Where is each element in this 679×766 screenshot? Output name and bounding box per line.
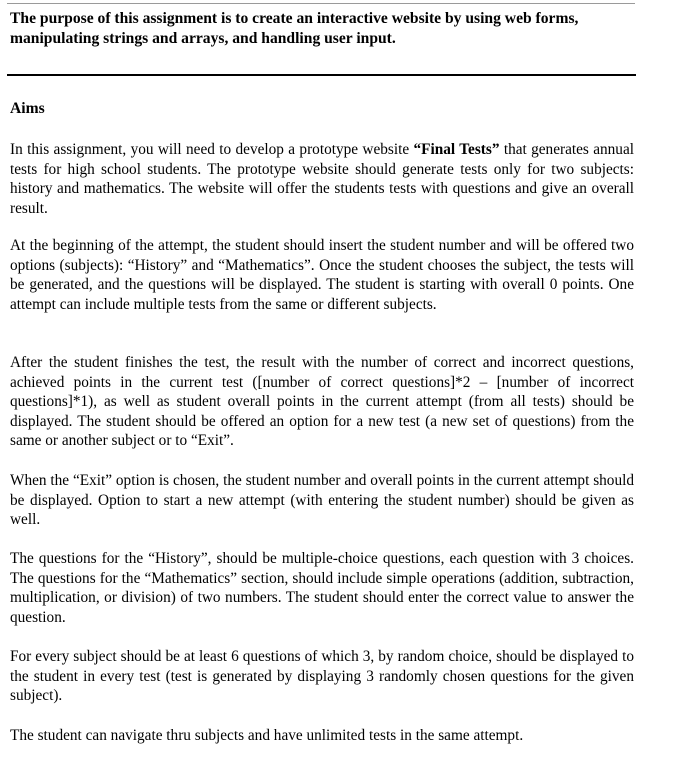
aims-heading: Aims xyxy=(10,100,45,117)
paragraph-exit-option: When the “Exit” option is chosen, the student number and overall points in the current attempt should be displayed. Option to start a new attempt (with entering the student number) should be given as well. xyxy=(10,472,634,529)
paragraph-intro-after: that generates annual tests for high school students. The prototype website should generate tests only for two subjects: history and mathematics. The website will offer the students tests with questions and give an overall result. xyxy=(10,141,634,217)
paragraph-intro xyxy=(10,140,634,218)
title-divider xyxy=(7,74,636,76)
paragraph-test-results: After the student finishes the test, the result with the number of correct and incorrect questions, achieved points in the current test ([number of correct questions]*2 – [number of incorrect questions]*1), as well as student overall points in the current attempt (from all tests) should be displayed. The student should be offered an option for a new test (a new set of questions) from the same or another subject or to “Exit”. xyxy=(10,354,634,450)
paragraph-intro-before: In this assignment, you will need to develop a prototype website xyxy=(10,141,414,158)
paragraph-navigation: The student can navigate thru subjects and have unlimited tests in the same attempt. xyxy=(10,727,524,744)
top-divider xyxy=(7,3,635,4)
paragraph-random-questions: For every subject should be at least 6 questions of which 3, by random choice, should be displayed to the student in every test (test is generated by displaying 3 randomly chosen questions for the given subject). xyxy=(10,648,634,705)
paragraph-attempt-start: At the beginning of the attempt, the student should insert the student number and will be offered two options (subjects): “History” and “Mathematics”. Once the student chooses the subject, the tests will be generated, and the questions will be displayed. The student is starting with overall 0 points. One attempt can include multiple tests from the same or different subjects. xyxy=(10,237,634,313)
assignment-purpose-title: The purpose of this assignment is to create an interactive website by using web forms, manipulating strings and arrays, and handling user input. xyxy=(10,10,579,47)
paragraph-question-types: The questions for the “History”, should be multiple-choice questions, each question with 3 choices. The questions for the “Mathematics” section, should include simple operations (addition, subtraction, multiplication, or division) of two numbers. The student should enter the correct value to answer the question. xyxy=(10,550,634,626)
website-name: “Final Tests” xyxy=(413,141,500,158)
